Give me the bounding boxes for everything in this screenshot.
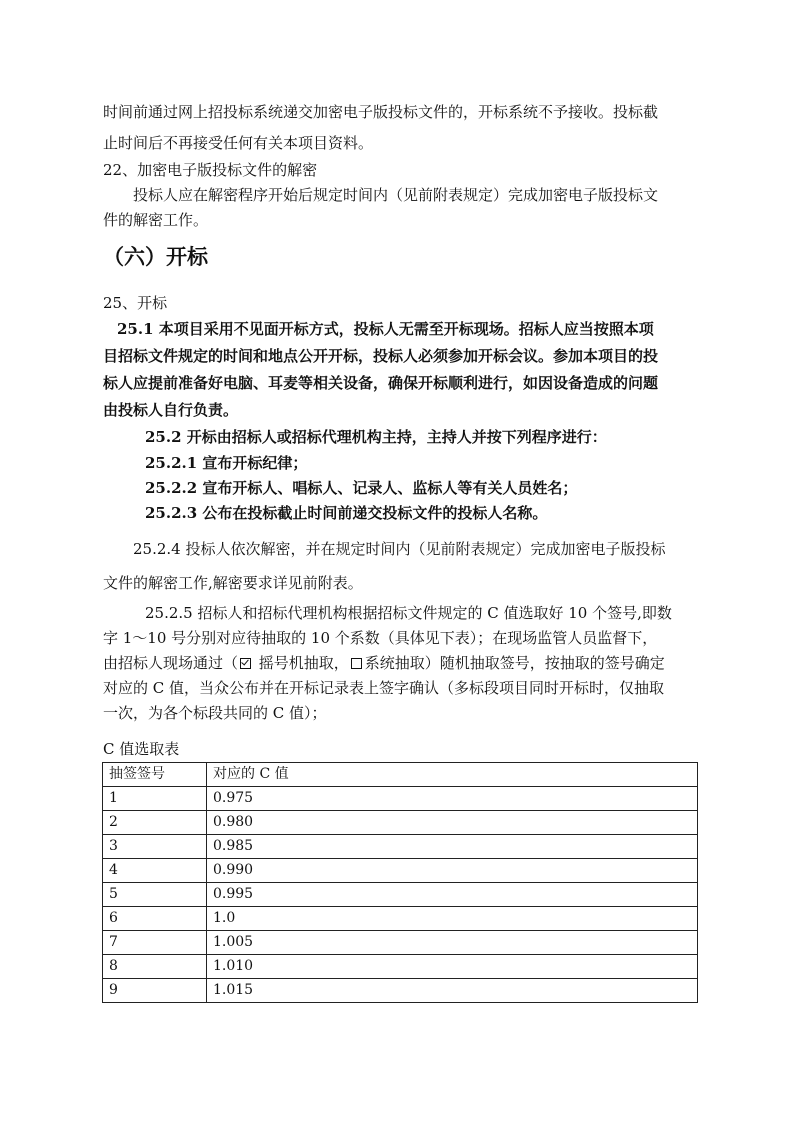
table-cell: 0.975 (207, 787, 698, 811)
paragraph-25-2-5-line: 25.2.5 招标人和招标代理机构根据招标文件规定的 C 值选取好 10 个签号,即数 (145, 604, 672, 622)
paragraph-25-1-line: 由投标人自行负责。 (103, 401, 239, 419)
unchecked-checkbox-icon (351, 658, 362, 669)
paragraph-25-1-line: 目招标文件规定的时间和地点公开开标，投标人必须参加开标会议。参加本项目的投 (103, 347, 659, 365)
table-cell: 3 (103, 835, 207, 859)
table-cell: 1.0 (207, 907, 698, 931)
paragraph-25-2-2: 25.2.2 宣布开标人、唱标人、记录人、监标人等有关人员姓名； (145, 479, 578, 497)
table-header-row (103, 763, 698, 787)
table-cell: 1 (103, 787, 207, 811)
table-caption: C 值选取表 (103, 740, 180, 758)
paragraph-25-2-4-line: 25.2.4 投标人依次解密，并在规定时间内（见前附表规定）完成加密电子版投标 (133, 540, 666, 558)
table-header-cell: 对应的 C 值 (207, 763, 698, 787)
c-value-table (102, 762, 698, 1003)
table-cell: 5 (103, 883, 207, 907)
item-22-title: 22、加密电子版投标文件的解密 (103, 161, 318, 179)
table-cell: 4 (103, 859, 207, 883)
line-text-segment: 摇号机抽取， (254, 654, 349, 672)
table-row (103, 859, 698, 883)
item-25-title: 25、开标 (103, 294, 168, 312)
paragraph-line: 止时间后不再接受任何有关本项目资料。 (103, 134, 374, 152)
table-cell: 0.980 (207, 811, 698, 835)
table-cell: 7 (103, 931, 207, 955)
section-heading: （六）开标 (103, 244, 208, 269)
table-row (103, 883, 698, 907)
paragraph-line: 投标人应在解密程序开始后规定时间内（见前附表规定）完成加密电子版投标文 (133, 186, 659, 204)
table-row (103, 931, 698, 955)
table-cell: 0.990 (207, 859, 698, 883)
paragraph-25-2: 25.2 开标由招标人或招标代理机构主持，主持人并按下列程序进行： (145, 428, 607, 446)
table-cell: 6 (103, 907, 207, 931)
paragraph-25-2-5-line: 一次，为各个标段共同的 C 值）； (103, 704, 327, 722)
table-cell: 1.015 (207, 979, 698, 1003)
paragraph-25-2-1: 25.2.1 宣布开标纪律； (145, 454, 308, 472)
paragraph-line: 时间前通过网上招投标系统递交加密电子版投标文件的，开标系统不予接收。投标截 (103, 103, 659, 121)
table-cell: 2 (103, 811, 207, 835)
line-text-segment: 由招标人现场通过（ (103, 654, 239, 672)
table-row (103, 787, 698, 811)
paragraph-25-2-3: 25.2.3 公布在投标截止时间前递交投标文件的投标人名称。 (145, 504, 548, 522)
paragraph-25-2-4-line: 文件的解密工作,解密要求详见前附表。 (103, 574, 363, 592)
paragraph-line: 件的解密工作。 (103, 211, 209, 229)
table-row (103, 907, 698, 931)
table-cell: 1.010 (207, 955, 698, 979)
table-row (103, 835, 698, 859)
table-cell: 9 (103, 979, 207, 1003)
table-header-cell: 抽签签号 (103, 763, 207, 787)
line-text-segment: 系统抽取）随机抽取签号，按抽取的签号确定 (364, 654, 665, 672)
table-cell: 0.995 (207, 883, 698, 907)
paragraph-25-2-5-line (103, 652, 665, 674)
table-row (103, 811, 698, 835)
paragraph-25-1-line: 25.1 本项目采用不见面开标方式，投标人无需至开标现场。招标人应当按照本项 (117, 320, 654, 338)
checked-checkbox-icon (240, 658, 251, 669)
table-cell: 1.005 (207, 931, 698, 955)
table-cell: 0.985 (207, 835, 698, 859)
paragraph-25-2-5-line: 对应的 C 值，当众公布并在开标记录表上签字确认（多标段项目同时开标时，仅抽取 (103, 679, 665, 697)
paragraph-25-1-line: 标人应提前准备好电脑、耳麦等相关设备，确保开标顺利进行，如因设备造成的问题 (103, 374, 659, 392)
table-cell: 8 (103, 955, 207, 979)
paragraph-25-2-5-line: 字 1～10 号分别对应待抽取的 10 个系数（具体见下表）；在现场监管人员监督下， (103, 629, 658, 647)
table-row (103, 955, 698, 979)
table-row (103, 979, 698, 1003)
